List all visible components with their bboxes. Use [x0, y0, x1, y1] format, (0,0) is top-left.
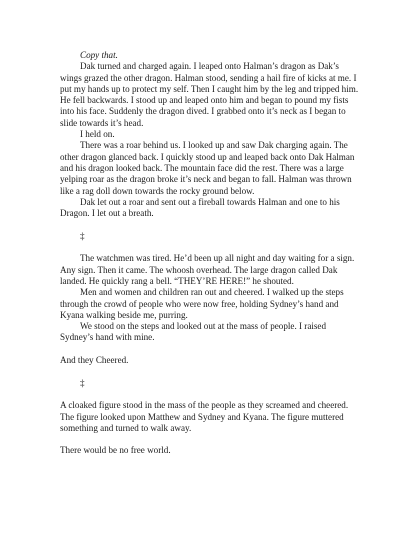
paragraph-crowd: Men and women and children ran out and cheered. I walked up the steps through the crowd of people who were now free, holding Sydney’s hand and Kyana walking beside me, purring.	[60, 287, 344, 320]
section-separator: ‡	[80, 230, 85, 241]
section-separator: ‡	[80, 377, 85, 388]
paragraph-roar: There was a roar behind us. I looked up and saw Dak charging again. The other dragon glanced back. I quickly stood up and leaped back onto Dak Halman and his dragon looked back. The mountain face did the rest. There was a large yelping roar as the dragon broke it’s neck and began to fall. Halman was thrown like a rag doll down towards the rocky ground below.	[60, 140, 355, 196]
paragraph-steps: We stood on the steps and looked out at the mass of people. I raised Sydney’s hand with mine.	[60, 321, 327, 343]
paragraph-copy-that: Copy that.	[80, 50, 118, 60]
paragraph-cheered: And they Cheered.	[60, 355, 129, 366]
paragraph-no-free-world: There would be no free world.	[60, 445, 171, 456]
paragraph-watchmen: The watchmen was tired. He’d been up all night and day waiting for a sign. Any sign. Then it came. The whoosh overhead. The large dragon called Dak landed. He quickly rang a bell. “THEY’RE HERE!” he shouted.	[60, 253, 355, 286]
paragraph-fireball: Dak let out a roar and sent out a fireball towards Halman and one to his Dragon. I let out a breath.	[60, 196, 340, 219]
paragraph-fight: Dak turned and charged again. I leaped onto Halman’s dragon as Dak’s wings grazed the other dragon. Halman stood, sending a hail fire of kicks at me. I put my hands up to protect my self. Then I caught him by the leg and tripped him. He fell backwards. I stood up and leaped onto him and began to pound my fists into his face. Suddenly the dragon dived. I grabbed onto it’s neck as I began to slide towards it’s head.	[60, 61, 359, 128]
paragraph-held-on: I held on.	[80, 129, 115, 140]
paragraph-cloaked-figure: A cloaked figure stood in the mass of the people as they screamed and cheered. The figure looked upon Matthew and Sydney and Kyana. The figure muttered something and turned to walk away.	[60, 400, 349, 433]
